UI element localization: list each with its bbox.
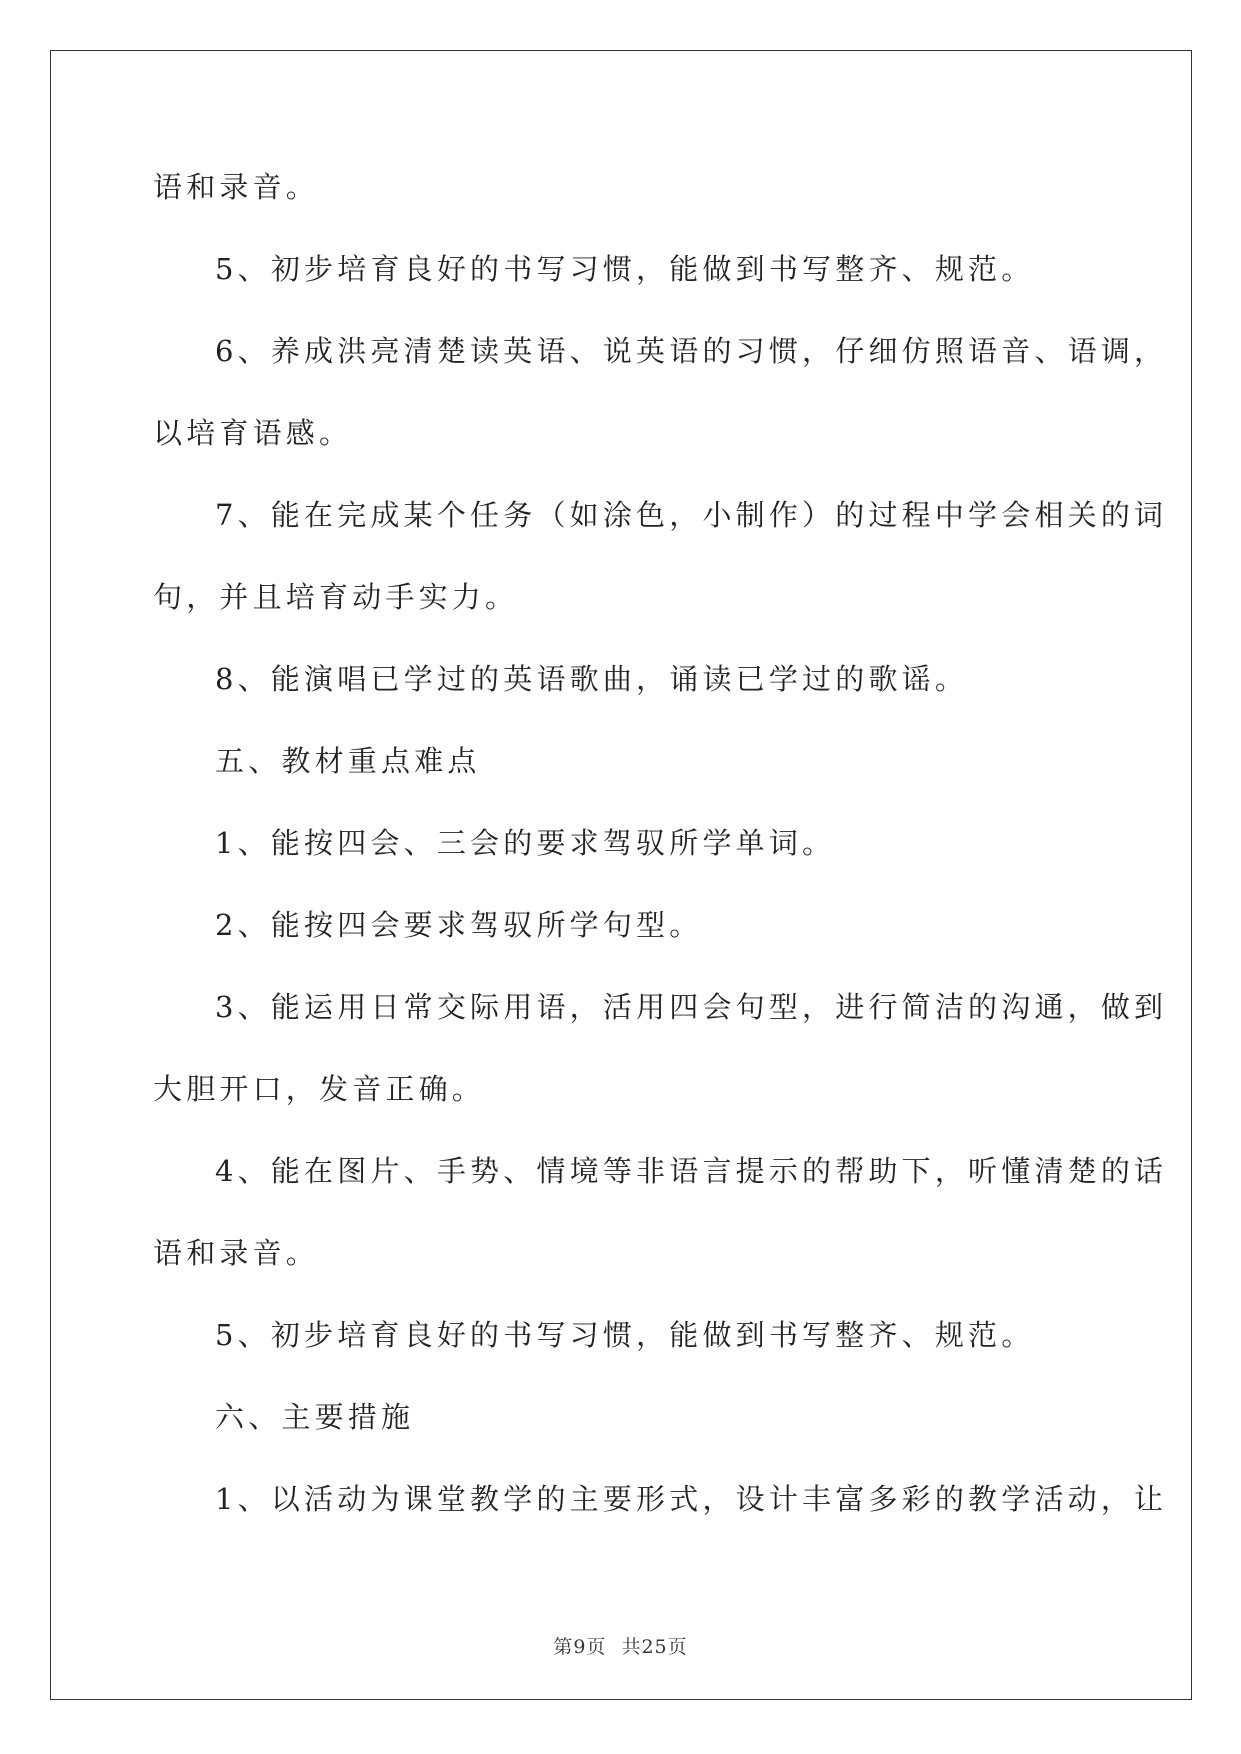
- current-page-label: 第9页: [553, 1636, 607, 1658]
- total-pages-label: 共25页: [621, 1636, 688, 1658]
- text-line: 语和录音。: [153, 1236, 320, 1270]
- page-footer: [0, 1632, 1241, 1659]
- text-line: 1、能按四会、三会的要求驾驭所学单词。: [215, 826, 836, 860]
- text-line: 5、初步培育良好的书写习惯，能做到书写整齐、规范。: [215, 252, 1035, 286]
- text-line: 8、能演唱已学过的英语歌曲，诵读已学过的歌谣。: [215, 662, 969, 696]
- text-line: 4、能在图片、手势、情境等非语言提示的帮助下，听懂清楚的话: [215, 1154, 1168, 1188]
- text-line: 3、能运用日常交际用语，活用四会句型，进行简洁的沟通，做到: [215, 990, 1168, 1024]
- section-heading: 五、教材重点难点: [215, 744, 481, 778]
- text-line: 5、初步培育良好的书写习惯，能做到书写整齐、规范。: [215, 1318, 1035, 1352]
- text-line: 大胆开口，发音正确。: [153, 1072, 486, 1106]
- text-line: 句，并且培育动手实力。: [153, 580, 519, 614]
- text-line: 1、以活动为课堂教学的主要形式，设计丰富多彩的教学活动，让: [215, 1482, 1168, 1516]
- text-line: 语和录音。: [153, 170, 320, 204]
- text-line: 7、能在完成某个任务（如涂色，小制作）的过程中学会相关的词: [215, 498, 1168, 532]
- text-line: 6、养成洪亮清楚读英语、说英语的习惯，仔细仿照语音、语调，: [215, 334, 1168, 368]
- document-body: [153, 162, 1168, 1556]
- text-line: 2、能按四会要求驾驭所学句型。: [215, 908, 703, 942]
- section-heading: 六、主要措施: [215, 1400, 415, 1434]
- text-line: 以培育语感。: [153, 416, 353, 450]
